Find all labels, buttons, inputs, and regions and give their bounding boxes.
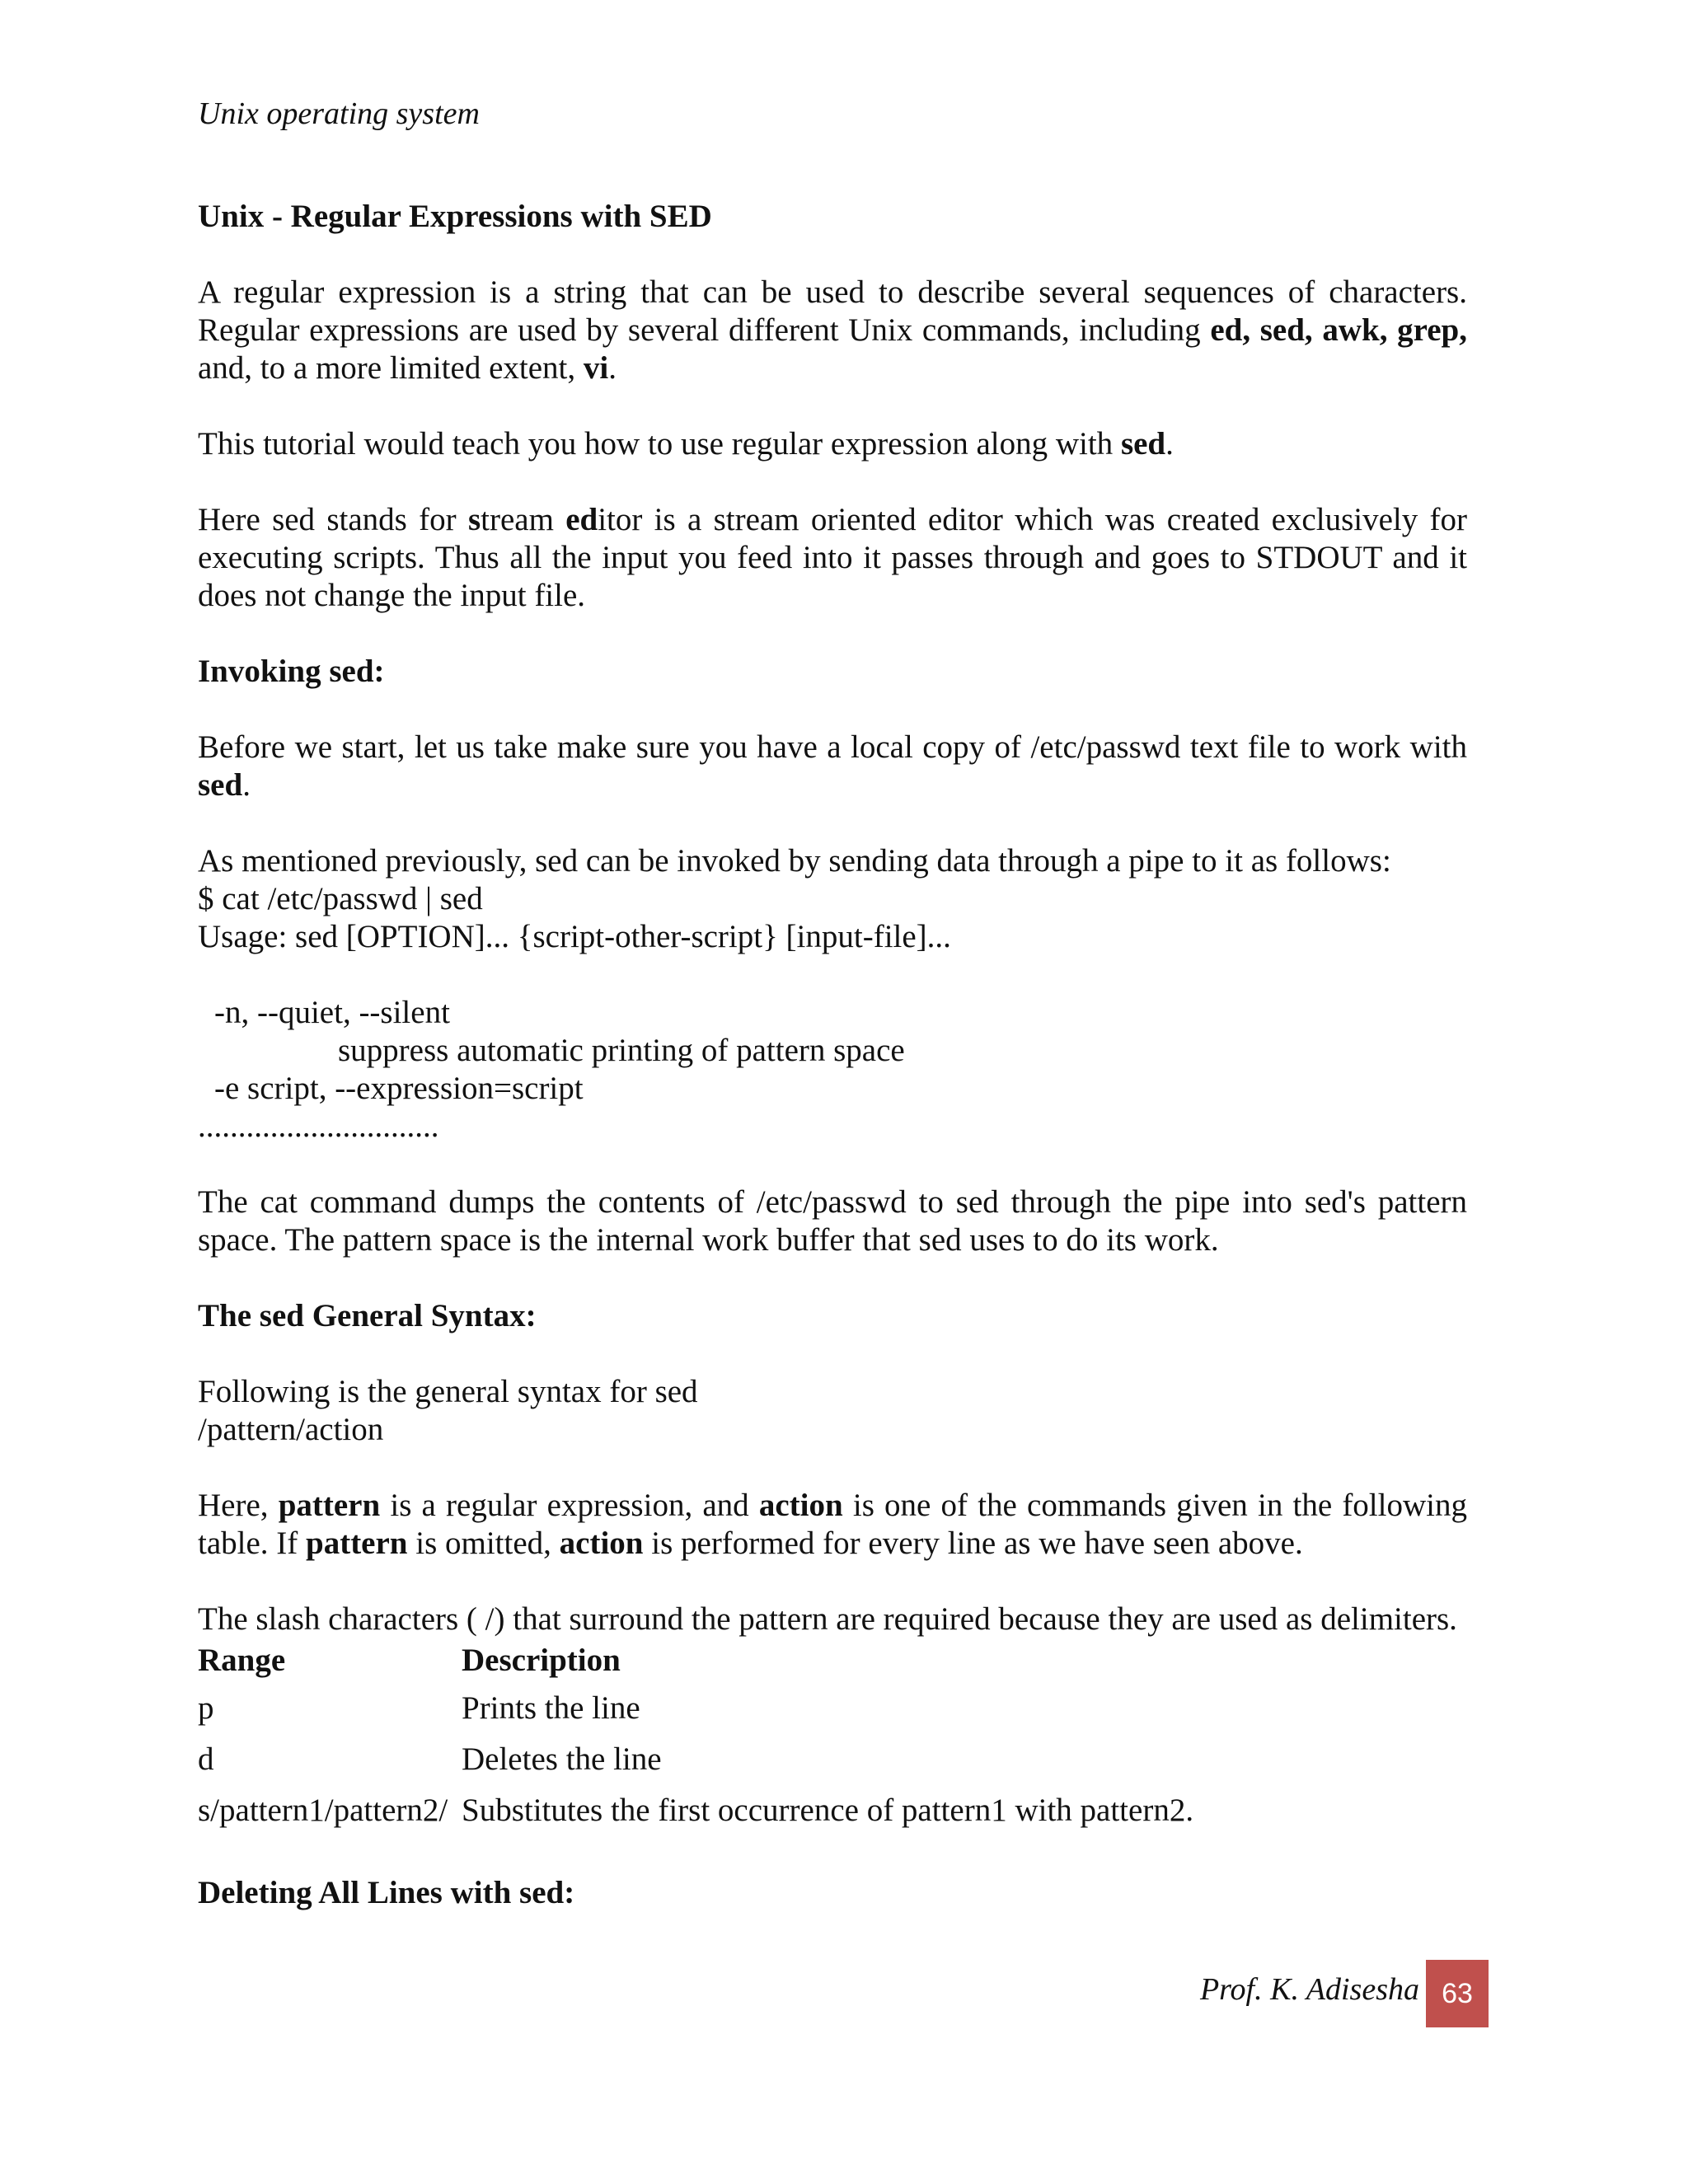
table-cell-description: Deletes the line bbox=[462, 1741, 662, 1777]
command-example: $ cat /etc/passwd | sed bbox=[198, 881, 483, 916]
commands-table bbox=[198, 1638, 1193, 1836]
table-cell-description: Substitutes the first occurrence of pattern1 with pattern2. bbox=[462, 1793, 1194, 1828]
table-header-range: Range bbox=[198, 1643, 286, 1678]
page-content bbox=[198, 198, 1467, 1912]
footer-author: Prof. K. Adisesha bbox=[1199, 1972, 1419, 2007]
paragraph-pattern-action: Here, pattern is a regular expression, and action is one of the commands given in the following table. If pattern is omitted, action is performed for every line as we have seen above. bbox=[198, 1488, 1467, 1561]
usage-line: Usage: sed [OPTION]... {script-other-script} [input-file]... bbox=[198, 919, 951, 954]
page-number-badge: 63 bbox=[1426, 1960, 1489, 2027]
table-row bbox=[198, 1683, 1193, 1734]
ellipsis-dots: .............................. bbox=[198, 1108, 439, 1144]
paragraph-local-copy: Before we start, let us take make sure you have a local copy of /etc/passwd text file to work with sed. bbox=[198, 729, 1467, 803]
table-cell-description: Prints the line bbox=[462, 1690, 640, 1726]
table-header-row bbox=[198, 1638, 1193, 1683]
paragraph-tutorial: This tutorial would teach you how to use regular expression along with sed. bbox=[198, 426, 1174, 462]
table-row bbox=[198, 1785, 1193, 1836]
heading-invoking-sed: Invoking sed: bbox=[198, 654, 385, 689]
syntax-example: /pattern/action bbox=[198, 1412, 384, 1447]
running-header: Unix operating system bbox=[198, 96, 480, 131]
option-quiet: -n, --quiet, --silent bbox=[214, 995, 450, 1030]
paragraph-invoked-by-pipe: As mentioned previously, sed can be invoked by sending data through a pipe to it as follows: bbox=[198, 843, 1391, 879]
table-cell-range: d bbox=[198, 1741, 214, 1777]
section-title: Unix - Regular Expressions with SED bbox=[198, 199, 712, 234]
table-cell-range: s/pattern1/pattern2/ bbox=[198, 1793, 448, 1828]
paragraph-cat-command: The cat command dumps the contents of /etc/passwd to sed through the pipe into sed's pattern space. The pattern space is the internal work buffer that sed uses to do its work. bbox=[198, 1184, 1467, 1258]
option-quiet-description: suppress automatic printing of pattern space bbox=[338, 1033, 905, 1068]
table-header-description: Description bbox=[462, 1643, 621, 1678]
heading-deleting-all-lines: Deleting All Lines with sed: bbox=[198, 1875, 575, 1910]
page-footer bbox=[0, 1960, 1688, 2027]
paragraph-general-syntax: Following is the general syntax for sed bbox=[198, 1374, 698, 1409]
table-cell-range: p bbox=[198, 1690, 214, 1726]
paragraph-sed-definition: Here sed stands for stream editor is a stream oriented editor which was created exclusively for executing scripts. Thus all the input you feed into it passes through and goes to STDOUT and it does not change the input file. bbox=[198, 502, 1468, 613]
table-row bbox=[198, 1734, 1193, 1785]
paragraph-slash-delimiters: The slash characters ( /) that surround the pattern are required because they are used as delimiters. bbox=[198, 1601, 1457, 1637]
option-expression: -e script, --expression=script bbox=[214, 1071, 584, 1106]
heading-general-syntax: The sed General Syntax: bbox=[198, 1298, 537, 1333]
paragraph-intro: A regular expression is a string that can be used to describe several sequences of characters. Regular expressions are used by several different Unix commands, including ed, sed, awk, grep, and, to a more limited extent, vi. bbox=[198, 274, 1467, 386]
